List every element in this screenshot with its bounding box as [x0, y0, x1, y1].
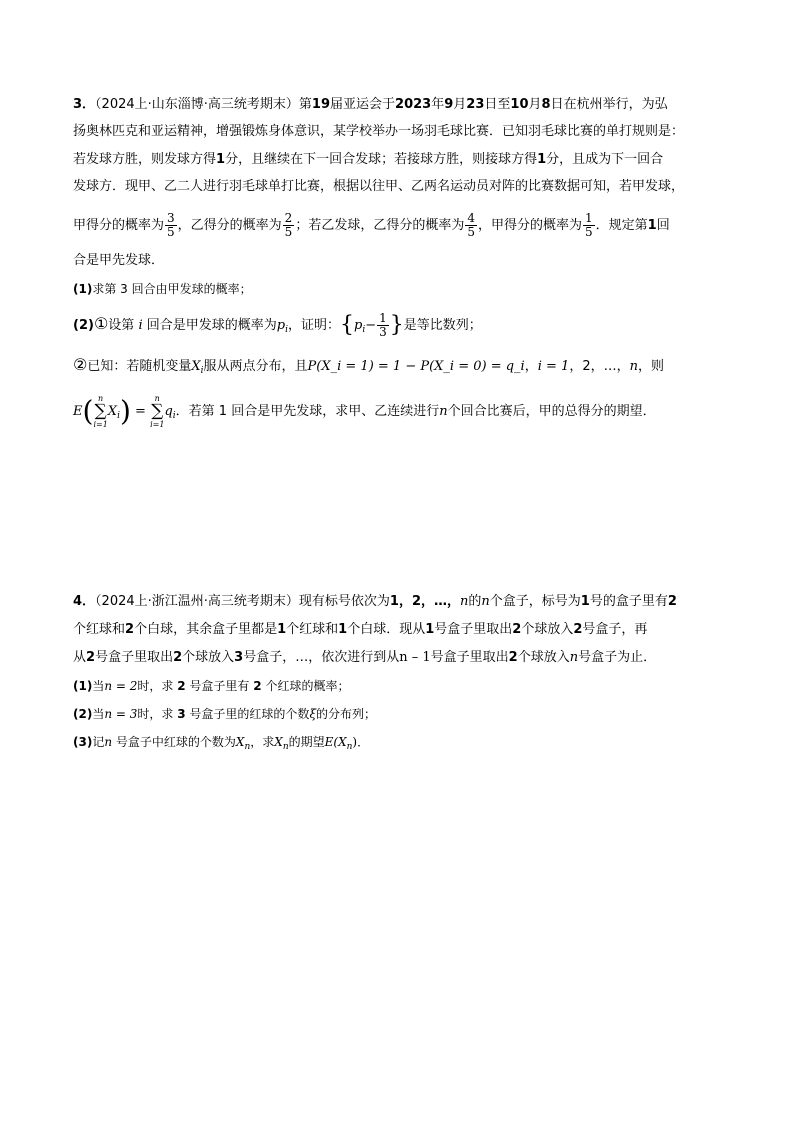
- q4-text: 当: [92, 707, 105, 721]
- paren-close: ): [119, 394, 131, 428]
- brace-close: }: [389, 312, 404, 338]
- math-expr: n = 3: [104, 707, 138, 721]
- q3-line-1: [73, 95, 668, 115]
- q3-num: 8: [541, 97, 551, 112]
- paren-open: (: [82, 394, 94, 428]
- q3-num: 1: [647, 218, 657, 233]
- q4-num: 1: [425, 622, 435, 637]
- math-op: ): [352, 735, 358, 749]
- math-var: n: [104, 735, 113, 749]
- q4-num: 1: [580, 594, 590, 609]
- q3-num: 1: [216, 152, 226, 167]
- q4-text: 号盒子里取出: [434, 622, 513, 637]
- part-label: (1): [73, 282, 93, 296]
- q3-line-6: [73, 251, 164, 271]
- q3-text: 分，且成为下一回合: [546, 152, 664, 167]
- q3-text: 日至: [484, 97, 511, 112]
- sum-symbol: [150, 394, 164, 429]
- q4-text: 号盒子里取出: [430, 650, 509, 665]
- frac-num: 2: [284, 211, 293, 225]
- q3-text: 回合是甲发球的概率为: [146, 318, 277, 333]
- math-var: n: [481, 594, 490, 609]
- frac-num: 1: [379, 311, 387, 325]
- q4-text: 个球放入: [182, 650, 235, 665]
- frac-den: 5: [584, 225, 593, 239]
- q4-text: 号盒子为止．: [578, 650, 657, 665]
- q3-text: ，则: [637, 359, 664, 374]
- math-var: p: [276, 318, 286, 333]
- q4-text: 记: [92, 735, 105, 749]
- math-var: n: [460, 594, 469, 609]
- part-label: (2): [73, 707, 93, 721]
- q3-text: 月: [528, 97, 542, 112]
- q4-text: 的分布列；: [316, 707, 377, 721]
- math-var: n: [569, 650, 579, 665]
- q4-text: 个红球和: [286, 622, 339, 637]
- q3-line-4: [73, 177, 684, 197]
- math-sub: i: [117, 411, 120, 421]
- fraction-1-5: [583, 212, 595, 239]
- q3-num: 10: [510, 97, 529, 112]
- q3-text: 发球方．现甲、乙二人进行羽毛球单打比赛，根据以往甲、乙两名运动员对阵的比赛数据可知，若甲发球，: [73, 179, 685, 194]
- math-sub: n: [244, 742, 251, 752]
- q4-text: 的: [468, 594, 482, 609]
- sum-top: n: [154, 394, 160, 403]
- q4-number: 4．: [73, 594, 96, 609]
- q4-text: 的期望: [288, 735, 325, 749]
- q3-text: ；若乙发球，乙得分的概率为: [295, 218, 465, 233]
- math-var: p: [354, 318, 363, 333]
- q3-text: 年: [431, 97, 445, 112]
- q4-num: 2: [512, 622, 522, 637]
- part-label: (3): [73, 735, 93, 749]
- frac-num: 1: [584, 211, 593, 225]
- q3-text: 求第 3 回合由甲发球的概率；: [92, 282, 252, 296]
- math-var: ξ: [309, 707, 317, 721]
- q3-text: ，2，…，: [569, 359, 630, 374]
- q4-text: 号盒子里取出: [95, 650, 174, 665]
- q4-text: 当: [92, 679, 105, 693]
- q4-num: 2: [508, 650, 518, 665]
- q3-part-2b: [73, 355, 664, 381]
- fraction-4-5: [465, 212, 477, 239]
- q3-text: 合是甲先发球．: [73, 253, 165, 268]
- q3-line-5: [73, 212, 670, 239]
- q4-line-3: [73, 648, 656, 668]
- q4-num: 2: [125, 622, 135, 637]
- q3-num: 2023: [395, 97, 432, 112]
- math-sub: i: [172, 411, 176, 421]
- q3-text: 第: [298, 97, 312, 112]
- q3-text: 个回合比赛后，甲的总得分的期望．: [447, 404, 656, 419]
- q3-text: 日在杭州举行，为弘: [550, 97, 668, 112]
- q4-text: 个红球的概率；: [265, 679, 350, 693]
- math-var: i: [138, 318, 143, 333]
- sum-top: n: [98, 394, 104, 403]
- q4-text: ，求: [250, 735, 275, 749]
- q3-part-1: [73, 279, 252, 299]
- q3-number: 3．: [73, 97, 96, 112]
- fraction-1-3: [377, 312, 389, 339]
- q4-text: 时，求: [137, 679, 174, 693]
- math-var: E: [73, 404, 83, 419]
- q4-text: 个球放入: [521, 622, 574, 637]
- q3-text: 月: [453, 97, 467, 112]
- q4-line-1: [73, 592, 677, 612]
- q3-text: ，乙得分的概率为: [177, 218, 282, 233]
- q4-source: （2024上·浙江温州·高三统考期末）: [95, 594, 299, 609]
- q3-text: 是等比数列；: [403, 318, 482, 333]
- q3-text: 服从两点分布，且: [203, 359, 308, 374]
- math-op: =: [135, 404, 146, 419]
- frac-den: 5: [167, 225, 175, 239]
- q4-text: 从: [73, 650, 87, 665]
- circled-one: ①: [93, 314, 109, 333]
- part-label: (2): [73, 318, 94, 333]
- math-op: −: [365, 318, 377, 333]
- q4-num: 2: [573, 622, 583, 637]
- math-sub: n: [282, 742, 289, 752]
- math-sub: n: [346, 742, 353, 752]
- q4-text: 现有标号依次为: [298, 594, 390, 609]
- math-expr: E(X: [324, 735, 347, 749]
- q4-part-1: [73, 676, 349, 696]
- q4-part-3: [73, 732, 369, 757]
- q3-text: 回: [656, 218, 670, 233]
- q3-num: 23: [466, 97, 485, 112]
- fraction-2-5: [283, 212, 295, 239]
- q4-text: 号盒子，再: [582, 622, 648, 637]
- frac-num: 3: [167, 211, 175, 225]
- math-formula: P(X_i = 1) = 1 − P(X_i = 0) = q_i: [307, 359, 525, 374]
- q4-text: 个白球．现从: [347, 622, 426, 637]
- q3-text: ，甲得分的概率为: [477, 218, 582, 233]
- math-var: q: [164, 404, 173, 419]
- math-var: X: [235, 735, 245, 749]
- sum-bottom: i=1: [150, 420, 165, 429]
- q4-num: 1: [338, 622, 348, 637]
- q4-num: 3: [177, 707, 186, 721]
- q3-text: 甲得分的概率为: [73, 218, 165, 233]
- q4-num: 2: [667, 594, 677, 609]
- q3-text: ，证明：: [287, 318, 340, 333]
- math-expr: n = 2: [104, 679, 138, 693]
- q3-text: 若发球方胜，则发球方得: [73, 152, 217, 167]
- q4-line-2: [73, 620, 647, 640]
- q3-num: 19: [311, 97, 331, 112]
- sum-symbol: [93, 394, 107, 429]
- frac-den: 5: [467, 225, 475, 239]
- math-var: X: [274, 735, 283, 749]
- math-var: n: [629, 359, 638, 374]
- q3-line-2: [73, 122, 684, 142]
- q4-text: 个盒子，标号为: [489, 594, 581, 609]
- q3-source: （2024上·山东淄博·高三统考期末）: [95, 97, 299, 112]
- math-sub: i: [200, 366, 204, 376]
- sigma: ∑: [151, 401, 164, 421]
- q4-text: 号的盒子里有: [589, 594, 668, 609]
- math-var: n: [439, 404, 448, 419]
- q3-text: 届亚运会于: [330, 97, 396, 112]
- q4-text: 个白球，其余盒子里都是: [134, 622, 278, 637]
- frac-den: 3: [379, 325, 387, 339]
- q4-text: 个球放入: [517, 650, 570, 665]
- q4-num: 2: [177, 679, 186, 693]
- part-label: (1): [73, 679, 93, 693]
- q3-text: ．若第 1 回合是甲先发球，求甲、乙连续进行: [175, 404, 440, 419]
- frac-den: 5: [284, 225, 293, 239]
- q4-num: 2: [86, 650, 96, 665]
- q3-line-3: [73, 150, 663, 170]
- q3-text: 已知：若随机变量: [87, 359, 192, 374]
- q4-num: 3: [234, 650, 244, 665]
- fraction-3-5: [165, 212, 177, 239]
- q4-text: 号盒子里有: [189, 679, 250, 693]
- q4-part-2: [73, 704, 376, 724]
- q3-part-2: [73, 312, 482, 340]
- q3-text: 扬奥林匹克和亚运精神，增强锻炼身体意识，某学校举办一场羽毛球比赛．已知羽毛球比赛的单打规则是：: [73, 124, 685, 139]
- brace-open: {: [340, 312, 354, 338]
- sigma: ∑: [94, 401, 107, 421]
- q4-num: 1: [277, 622, 287, 637]
- q4-num: 2: [253, 679, 262, 693]
- circled-two: ②: [73, 355, 88, 374]
- math-sub: i: [362, 325, 366, 335]
- q4-text: 时，求: [137, 707, 174, 721]
- q4-num: 2: [173, 650, 183, 665]
- frac-num: 4: [467, 211, 475, 225]
- q3-text: ．规定第: [595, 218, 648, 233]
- q3-num: 1: [537, 152, 547, 167]
- q4-text: 个红球和: [73, 622, 126, 637]
- math-expr: i = 1: [537, 359, 570, 374]
- q4-text: 号盒子中红球的个数为: [115, 735, 236, 749]
- q4-text: 号盒子里的红球的个数: [189, 707, 310, 721]
- q4-num: 1，2，…，: [389, 594, 461, 609]
- q3-text: 设第: [108, 318, 135, 333]
- math-expr: n – 1: [399, 650, 431, 665]
- sum-bottom: i=1: [93, 420, 108, 429]
- q3-part-2c: [73, 394, 656, 429]
- math-var: X: [191, 359, 201, 374]
- q4-text: 号盒子，…，依次进行到从: [243, 650, 400, 665]
- math-sub: i: [285, 325, 288, 335]
- q3-text: 分，且继续在下一回合发球；若接球方胜，则接球方得: [225, 152, 538, 167]
- q3-text: ，: [524, 359, 538, 374]
- q3-num: 9: [444, 97, 454, 112]
- q4-text: ．: [357, 735, 370, 749]
- math-var: X: [107, 404, 118, 419]
